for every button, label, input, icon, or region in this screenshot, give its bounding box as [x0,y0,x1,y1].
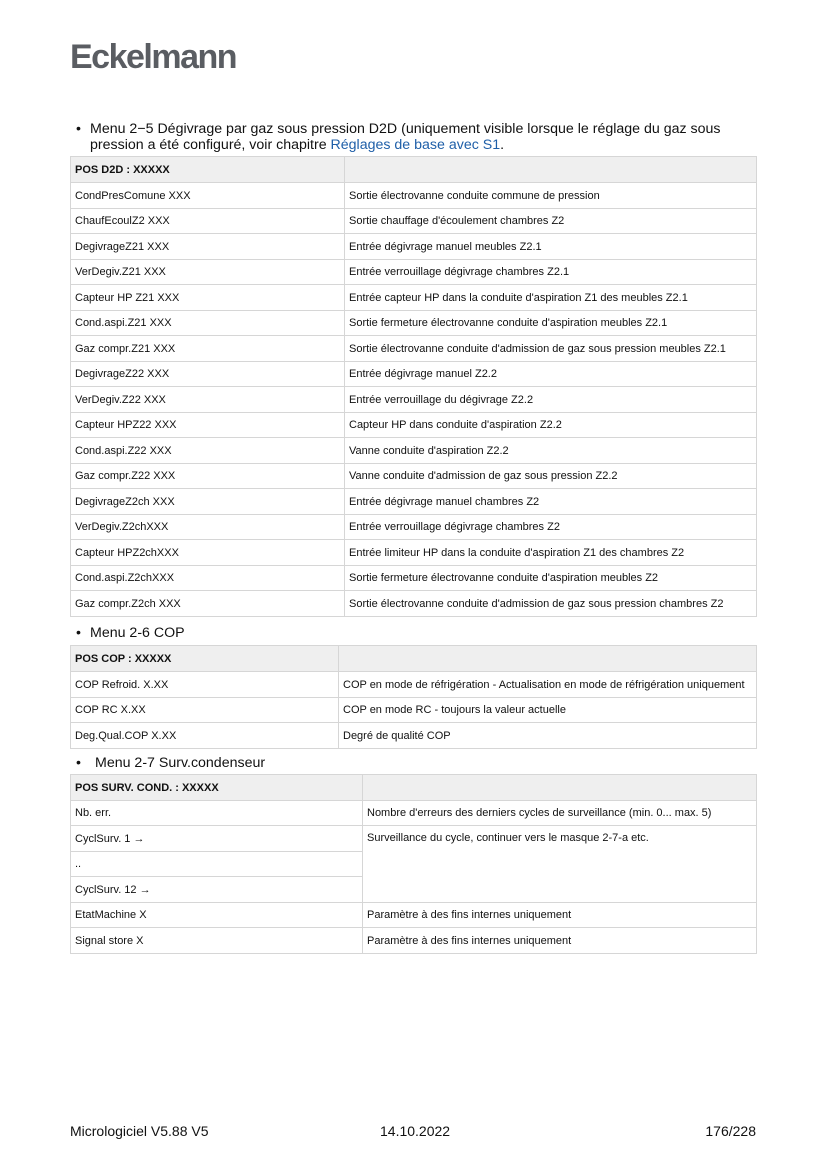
description-cell: Sortie électrovanne conduite commune de pression [345,183,757,209]
footer-date: 14.10.2022 [380,1123,451,1139]
param-cell: Gaz compr.Z22 XXX [71,464,345,489]
param-cell: Cond.aspi.Z21 XXX [71,311,345,336]
param-cell: DegivrageZ2ch XXX [71,489,345,515]
table-row [71,413,757,438]
table-row [71,591,757,617]
table-row [71,489,757,515]
table-row [71,260,757,285]
table-cop [70,645,757,749]
param-cell: CyclSurv. 1 → [71,826,363,852]
table-row [71,234,757,260]
param-cell: Nb. err. [71,801,363,826]
param-cell: COP Refroid. X.XX [71,672,339,698]
param-cell: Cond.aspi.Z22 XXX [71,438,345,464]
table-row [71,336,757,362]
bullet-dot: • [76,121,81,137]
table-row [71,285,757,311]
table-header-cell-empty [363,775,757,801]
table-row [71,566,757,591]
description-cell: Entrée verrouillage dégivrage chambres Z2.1 [345,260,757,285]
bullet-text: Menu 2-7 Surv.condenseur [95,755,266,771]
description-cell: Vanne conduite d'admission de gaz sous pression Z2.2 [345,464,757,489]
param-cell: COP RC X.XX [71,698,339,723]
param-cell: DegivrageZ21 XXX [71,234,345,260]
bullet-dot: • [76,625,81,641]
table-d2d [70,156,757,617]
table-row [71,723,757,749]
param-cell: EtatMachine X [71,903,363,928]
table-row [71,698,757,723]
bullet-menu-2-6 [76,625,185,641]
table-row [71,540,757,566]
table-header-row [71,646,757,672]
footer-page-number: 176/228 [705,1123,756,1139]
param-cell: Capteur HPZ22 XXX [71,413,345,438]
eckelmann-logo: Eckelmann [70,38,237,76]
description-cell: Sortie fermeture électrovanne conduite d'aspiration meubles Z2 [345,566,757,591]
description-cell: Vanne conduite d'aspiration Z2.2 [345,438,757,464]
param-cell: VerDegiv.Z21 XXX [71,260,345,285]
param-cell: Gaz compr.Z21 XXX [71,336,345,362]
description-cell: Sortie fermeture électrovanne conduite d'aspiration meubles Z2.1 [345,311,757,336]
param-cell: CondPresComune XXX [71,183,345,209]
table-header-cell: POS SURV. COND. : XXXXX [71,775,363,801]
table-row [71,464,757,489]
footer-firmware: Micrologiciel V5.88 V5 [70,1123,209,1139]
table-header-cell-empty [339,646,757,672]
description-cell: Paramètre à des fins internes uniquement [363,928,757,954]
description-cell: COP en mode RC - toujours la valeur actuelle [339,698,757,723]
table-row [71,209,757,234]
param-cell: CyclSurv. 12 → [71,877,363,903]
table-surv-cond [70,774,757,954]
param-cell: ChaufEcoulZ2 XXX [71,209,345,234]
bullet-menu-2-5 [76,121,736,153]
param-cell: Deg.Qual.COP X.XX [71,723,339,749]
table-row [71,438,757,464]
description-cell: Entrée dégivrage manuel chambres Z2 [345,489,757,515]
param-cell: .. [71,852,363,877]
link-reglages-de-base[interactable]: Réglages de base avec S1 [330,137,501,153]
table-header-cell-empty [345,157,757,183]
description-cell: Entrée limiteur HP dans la conduite d'aspiration Z1 des chambres Z2 [345,540,757,566]
table-row [71,183,757,209]
description-cell: Sortie électrovanne conduite d'admission de gaz sous pression meubles Z2.1 [345,336,757,362]
description-cell: Paramètre à des fins internes uniquement [363,903,757,928]
description-cell: Sortie électrovanne conduite d'admission de gaz sous pression chambres Z2 [345,591,757,617]
param-cell: VerDegiv.Z22 XXX [71,387,345,413]
description-cell: Entrée dégivrage manuel meubles Z2.1 [345,234,757,260]
table-header-row [71,775,757,801]
bullet-menu-2-7 [76,755,265,771]
table-row [71,387,757,413]
table-row [71,928,757,954]
bullet-text: Menu 2−5 Dégivrage par gaz sous pression D2D (uniquement visible lorsque le réglage du gaz sous pression a été configuré, voir chapitre Réglages de base avec S1. [90,121,721,153]
description-cell: Nombre d'erreurs des derniers cycles de surveillance (min. 0... max. 5) [363,801,757,826]
description-cell: Capteur HP dans conduite d'aspiration Z2.2 [345,413,757,438]
param-cell: Capteur HPZ2chXXX [71,540,345,566]
description-cell: COP en mode de réfrigération - Actualisation en mode de réfrigération uniquement [339,672,757,698]
table-row [71,801,757,826]
param-cell: DegivrageZ22 XXX [71,362,345,387]
table-header-cell: POS D2D : XXXXX [71,157,345,183]
description-cell: Entrée capteur HP dans la conduite d'aspiration Z1 des meubles Z2.1 [345,285,757,311]
param-cell: Signal store X [71,928,363,954]
bullet-dot: • [76,755,81,771]
bullet-text: Menu 2-6 COP [90,625,185,641]
description-cell: Entrée verrouillage du dégivrage Z2.2 [345,387,757,413]
table-header-cell: POS COP : XXXXX [71,646,339,672]
table-row [71,515,757,540]
table-row [71,362,757,387]
param-cell: Cond.aspi.Z2chXXX [71,566,345,591]
table-row [71,826,757,852]
description-cell: Entrée dégivrage manuel Z2.2 [345,362,757,387]
description-cell: Sortie chauffage d'écoulement chambres Z2 [345,209,757,234]
description-cell: Degré de qualité COP [339,723,757,749]
table-header-row [71,157,757,183]
table-row [71,311,757,336]
param-cell: VerDegiv.Z2chXXX [71,515,345,540]
param-cell: Gaz compr.Z2ch XXX [71,591,345,617]
description-cell: Entrée verrouillage dégivrage chambres Z2 [345,515,757,540]
table-row [71,672,757,698]
param-cell: Capteur HP Z21 XXX [71,285,345,311]
table-row [71,903,757,928]
description-cell: Surveillance du cycle, continuer vers le masque 2-7-a etc. [363,826,757,903]
